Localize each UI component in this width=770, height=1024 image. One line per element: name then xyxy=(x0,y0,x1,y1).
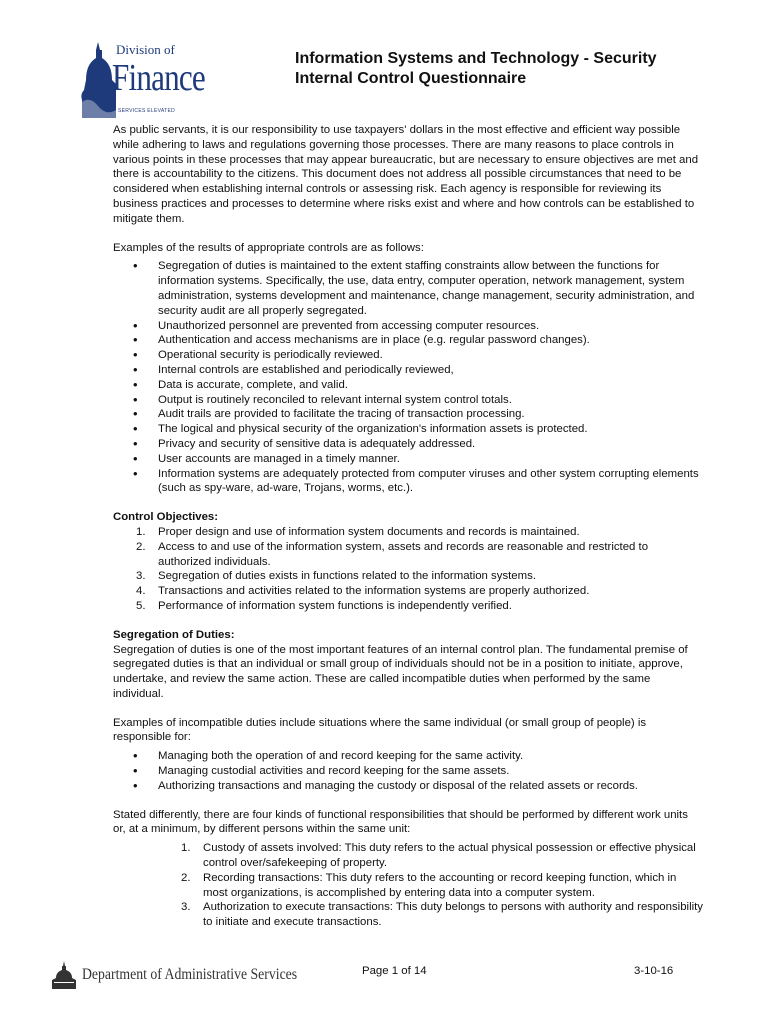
item-number: 1. xyxy=(136,525,146,538)
list-item: • Information systems are adequately protected from computer viruses and other system corrupting elements (such as spy-ware, ad-ware, Trojans, worms, etc.). xyxy=(113,467,703,497)
department-name: Department of Administrative Services xyxy=(82,966,298,983)
item-text: Custody of assets involved: This duty refers to the actual physical possession or effective physical control over/safekeeping of property. xyxy=(203,842,696,870)
list-item: • Data is accurate, complete, and valid. xyxy=(113,378,703,393)
item-text: Authorization to execute transactions: This duty belongs to persons with authority and responsibility to initiate and execute transactions. xyxy=(203,901,703,929)
list-item: • Internal controls are established and periodically reviewed, xyxy=(113,363,703,378)
item-number: 4. xyxy=(136,585,146,598)
page-footer xyxy=(0,958,770,998)
segregation-heading: Segregation of Duties: xyxy=(113,628,235,641)
list-item xyxy=(113,871,703,901)
examples-intro: Examples of the results of appropriate controls are as follows: xyxy=(113,241,424,254)
page-number: Page 1 of 14 xyxy=(362,965,427,977)
list-item xyxy=(113,900,703,930)
list-item: • Managing custodial activities and record keeping for the same assets. xyxy=(113,764,703,779)
list-item: • Output is routinely reconciled to relevant internal system control totals. xyxy=(113,393,703,408)
item-number: 1. xyxy=(181,842,191,855)
control-objectives-heading: Control Objectives: xyxy=(113,511,219,524)
segregation-paragraph: Segregation of duties is one of the most important features of an internal control plan. The fundamental premise of segregated duties is that an individual or small group of individuals should not be in a position to initiate, approve, undertake, and review the same action. These are called incompatible duties when performed by the same individual. xyxy=(113,643,688,700)
list-item xyxy=(113,525,703,540)
list-item: • Authentication and access mechanisms are in place (e.g. regular password changes). xyxy=(113,333,703,348)
item-text: Performance of information system functions is independently verified. xyxy=(158,599,512,612)
item-text: Segregation of duties exists in functions related to the information systems. xyxy=(158,570,536,583)
item-number: 3. xyxy=(181,901,191,914)
logo-tagline: SERVICES ELEVATED xyxy=(118,108,176,114)
functional-responsibilities-list xyxy=(113,841,703,930)
list-item xyxy=(113,569,703,584)
list-item: • The logical and physical security of the organization's information assets is protected. xyxy=(113,422,703,437)
examples-list xyxy=(113,259,703,496)
title-line-2: Internal Control Questionnaire xyxy=(295,70,527,87)
capitol-building-icon xyxy=(50,960,78,990)
list-item xyxy=(113,841,703,871)
list-item: • Managing both the operation of and record keeping for the same activity. xyxy=(113,749,703,764)
item-text: Proper design and use of information system documents and records is maintained. xyxy=(158,525,580,538)
list-item xyxy=(113,540,703,570)
list-item xyxy=(113,584,703,599)
document-date: 3-10-16 xyxy=(634,965,674,977)
list-item: • User accounts are managed in a timely manner. xyxy=(113,452,703,467)
intro-paragraph: As public servants, it is our responsibility to use taxpayers' dollars in the most effective and efficient way possible while adhering to laws and regulations governing those processes. There are many reasons to place controls in various points in these processes that may appear bureaucratic, but are necessary to ensure objectives are met and there is accountability to the citizens. This document does not address all possible circumstances that need to be considered when establishing internal controls or assessing risk. Each agency is responsible for reviewing its business practices and processes to determine where risks exist and where and how controls can be established to mitigate them. xyxy=(113,124,699,225)
division-of-finance-logo xyxy=(78,38,228,120)
list-item: • Operational security is periodically reviewed. xyxy=(113,348,703,363)
item-number: 2. xyxy=(136,540,146,553)
incompatible-intro: Examples of incompatible duties include situations where the same individual (or small group of people) is responsible for: xyxy=(113,716,647,744)
list-item: • Segregation of duties is maintained to the extent staffing constraints allow between the functions for information systems. Specifically, the use, data entry, computer operation, network management, system administration, systems development and maintenance, change management, security administration, and security audit are all properly segregated. xyxy=(113,259,703,318)
item-text: Access to and use of the information system, assets and records are reasonable and restricted to authorized individuals. xyxy=(158,540,649,568)
stated-differently-paragraph: Stated differently, there are four kinds of functional responsibilities that should be performed by different work units or, at a minimum, by different persons within the same unit: xyxy=(113,808,688,836)
list-item: • Privacy and security of sensitive data is adequately addressed. xyxy=(113,437,703,452)
document-title xyxy=(295,49,715,89)
document-body xyxy=(113,123,703,930)
logo-division-text: Division of xyxy=(116,42,175,57)
title-line-1: Information Systems and Technology - Security xyxy=(295,50,657,67)
list-item xyxy=(113,599,703,614)
item-number: 3. xyxy=(136,570,146,583)
item-number: 2. xyxy=(181,871,191,884)
list-item: • Audit trails are provided to facilitate the tracing of transaction processing. xyxy=(113,407,703,422)
list-item: • Authorizing transactions and managing the custody or disposal of the related assets or records. xyxy=(113,779,703,794)
item-text: Transactions and activities related to the information systems are properly authorized. xyxy=(158,585,590,598)
incompatible-duties-list xyxy=(113,749,703,793)
item-text: Recording transactions: This duty refers to the accounting or record keeping function, which in most organizations, is accomplished by entering data into a computer system. xyxy=(203,871,677,899)
logo-finance-text: Finance xyxy=(112,57,205,99)
item-number: 5. xyxy=(136,599,146,612)
control-objectives-list xyxy=(113,525,703,614)
list-item: • Unauthorized personnel are prevented from accessing computer resources. xyxy=(113,319,703,334)
